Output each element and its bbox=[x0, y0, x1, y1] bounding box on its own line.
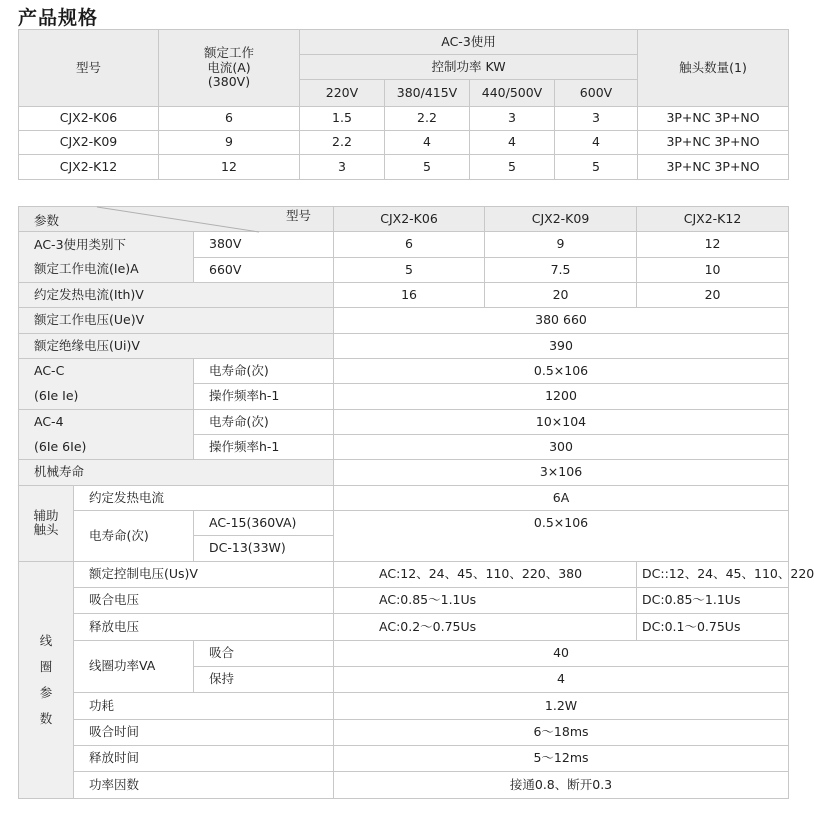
value-cell: 6～18ms bbox=[334, 719, 789, 745]
release-voltage-label: 释放电压 bbox=[74, 614, 334, 640]
acc-label-line2: (6Ie Ie) bbox=[19, 384, 194, 409]
value-cell: AC:0.2～0.75Us bbox=[334, 614, 637, 640]
power-cell: 5 bbox=[385, 155, 470, 180]
value-cell: 5～12ms bbox=[334, 746, 789, 772]
power-cell: 4 bbox=[555, 131, 638, 155]
param-model-header bbox=[19, 207, 334, 232]
ac3-label-line2: 额定工作电流(Ie)A bbox=[19, 257, 194, 282]
voltage-header: 220V bbox=[300, 80, 385, 107]
col-model-header: 型号 bbox=[19, 30, 159, 107]
acc-label-line1: AC-C bbox=[19, 358, 194, 383]
elec-life-label: 电寿命(次) bbox=[194, 409, 334, 434]
hold-label: 保持 bbox=[194, 666, 334, 692]
value-cell: DC::12、24、45、110、220 bbox=[637, 561, 789, 587]
model-header-k09: CJX2-K09 bbox=[485, 207, 637, 232]
value-cell: 接通0.8、断开0.3 bbox=[334, 772, 789, 799]
release-time-label: 释放时间 bbox=[74, 746, 334, 772]
elec-life-label: 电寿命(次) bbox=[194, 358, 334, 383]
power-cell: 2.2 bbox=[385, 107, 470, 131]
mech-life-label: 机械寿命 bbox=[19, 460, 334, 485]
power-cell: 3 bbox=[555, 107, 638, 131]
value-cell: DC:0.1～0.75Us bbox=[637, 614, 789, 640]
power-cell: 5 bbox=[555, 155, 638, 180]
aux-life-label: 电寿命(次) bbox=[74, 510, 194, 561]
model-label: 型号 bbox=[286, 208, 312, 223]
value-cell: 7.5 bbox=[485, 257, 637, 282]
power-cell: 3 bbox=[300, 155, 385, 180]
voltage-380-label: 380V bbox=[194, 232, 334, 257]
value-cell: 0.5×106 bbox=[334, 510, 789, 561]
power-factor-label: 功率因数 bbox=[74, 772, 334, 799]
col-power-header: 控制功率 KW bbox=[300, 55, 638, 80]
ui-label: 额定绝缘电压(Ui)V bbox=[19, 333, 334, 358]
ac15-label: AC-15(360VA) bbox=[194, 510, 334, 535]
pull-voltage-label: 吸合电压 bbox=[74, 587, 334, 613]
aux-label-line2: 触头 bbox=[33, 522, 59, 538]
value-cell: 20 bbox=[485, 282, 637, 307]
voltage-660-label: 660V bbox=[194, 257, 334, 282]
coil-char: 线 bbox=[39, 632, 53, 648]
ue-label: 额定工作电压(Ue)V bbox=[19, 308, 334, 333]
value-cell: 4 bbox=[334, 666, 789, 692]
coil-params-label bbox=[19, 561, 74, 798]
spec-table bbox=[18, 29, 789, 180]
table-row bbox=[19, 107, 789, 131]
freq-label: 操作频率h-1 bbox=[194, 384, 334, 409]
param-table bbox=[18, 206, 814, 799]
pull-time-label: 吸合时间 bbox=[74, 719, 334, 745]
value-cell: 20 bbox=[637, 282, 789, 307]
model-cell: CJX2-K06 bbox=[19, 107, 159, 131]
value-cell: 390 bbox=[334, 333, 789, 358]
model-cell: CJX2-K12 bbox=[19, 155, 159, 180]
voltage-header: 380/415V bbox=[385, 80, 470, 107]
value-cell: 3×106 bbox=[334, 460, 789, 485]
page-title: 产品规格 bbox=[18, 7, 99, 29]
ac3-label-line1: AC-3使用类别下 bbox=[19, 232, 194, 257]
aux-label-line1: 辅助 bbox=[33, 507, 59, 523]
dc13-label: DC-13(33W) bbox=[194, 536, 334, 561]
freq-label: 操作频率h-1 bbox=[194, 434, 334, 459]
table-row bbox=[19, 131, 789, 155]
value-cell: 6 bbox=[334, 232, 485, 257]
value-cell: 10×104 bbox=[334, 409, 789, 434]
aux-contact-label bbox=[19, 485, 74, 561]
col-current-header bbox=[159, 30, 300, 107]
col-ac3-header: AC-3使用 bbox=[300, 30, 638, 55]
contacts-cell: 3P+NC 3P+NO bbox=[638, 131, 789, 155]
table-row bbox=[19, 155, 789, 180]
ac4-label-line2: (6Ie 6Ie) bbox=[19, 434, 194, 459]
consumption-label: 功耗 bbox=[74, 693, 334, 719]
power-cell: 3 bbox=[470, 107, 555, 131]
value-cell: 1.2W bbox=[334, 693, 789, 719]
coil-char: 数 bbox=[39, 710, 53, 726]
value-cell: AC:0.85～1.1Us bbox=[334, 587, 637, 613]
power-cell: 4 bbox=[385, 131, 470, 155]
col-current-line3: (380V) bbox=[207, 74, 251, 90]
value-cell: 380 660 bbox=[334, 308, 789, 333]
contacts-cell: 3P+NC 3P+NO bbox=[638, 107, 789, 131]
power-cell: 5 bbox=[470, 155, 555, 180]
model-cell: CJX2-K09 bbox=[19, 131, 159, 155]
coil-char: 参 bbox=[39, 684, 53, 700]
aux-heat-label: 约定发热电流 bbox=[74, 485, 334, 510]
model-header-k12: CJX2-K12 bbox=[637, 207, 789, 232]
value-cell: DC:0.85～1.1Us bbox=[637, 587, 789, 613]
value-cell: 5 bbox=[334, 257, 485, 282]
value-cell: 40 bbox=[334, 640, 789, 666]
value-cell: 0.5×106 bbox=[334, 358, 789, 383]
current-cell: 9 bbox=[159, 131, 300, 155]
col-current-line1: 额定工作 bbox=[203, 45, 254, 61]
value-cell: 10 bbox=[637, 257, 789, 282]
value-cell: 9 bbox=[485, 232, 637, 257]
col-contacts-header: 触头数量(1) bbox=[638, 30, 789, 107]
pull-label: 吸合 bbox=[194, 640, 334, 666]
voltage-header: 600V bbox=[555, 80, 638, 107]
current-cell: 6 bbox=[159, 107, 300, 131]
value-cell: 12 bbox=[637, 232, 789, 257]
ac4-label-line1: AC-4 bbox=[19, 409, 194, 434]
value-cell: 16 bbox=[334, 282, 485, 307]
coil-power-label: 线圈功率VA bbox=[74, 640, 194, 693]
value-cell: 300 bbox=[334, 434, 789, 459]
power-cell: 4 bbox=[470, 131, 555, 155]
param-label: 参数 bbox=[34, 213, 60, 228]
model-header-k06: CJX2-K06 bbox=[334, 207, 485, 232]
coil-char: 圈 bbox=[39, 658, 53, 674]
value-cell: 6A bbox=[334, 485, 789, 510]
voltage-header: 440/500V bbox=[470, 80, 555, 107]
contacts-cell: 3P+NC 3P+NO bbox=[638, 155, 789, 180]
power-cell: 1.5 bbox=[300, 107, 385, 131]
value-cell: 1200 bbox=[334, 384, 789, 409]
value-cell: AC:12、24、45、110、220、380 bbox=[334, 561, 637, 587]
ith-label: 约定发热电流(Ith)V bbox=[19, 282, 334, 307]
power-cell: 2.2 bbox=[300, 131, 385, 155]
col-current-line2: 电流(A) bbox=[207, 59, 251, 75]
us-label: 额定控制电压(Us)V bbox=[74, 561, 334, 587]
current-cell: 12 bbox=[159, 155, 300, 180]
